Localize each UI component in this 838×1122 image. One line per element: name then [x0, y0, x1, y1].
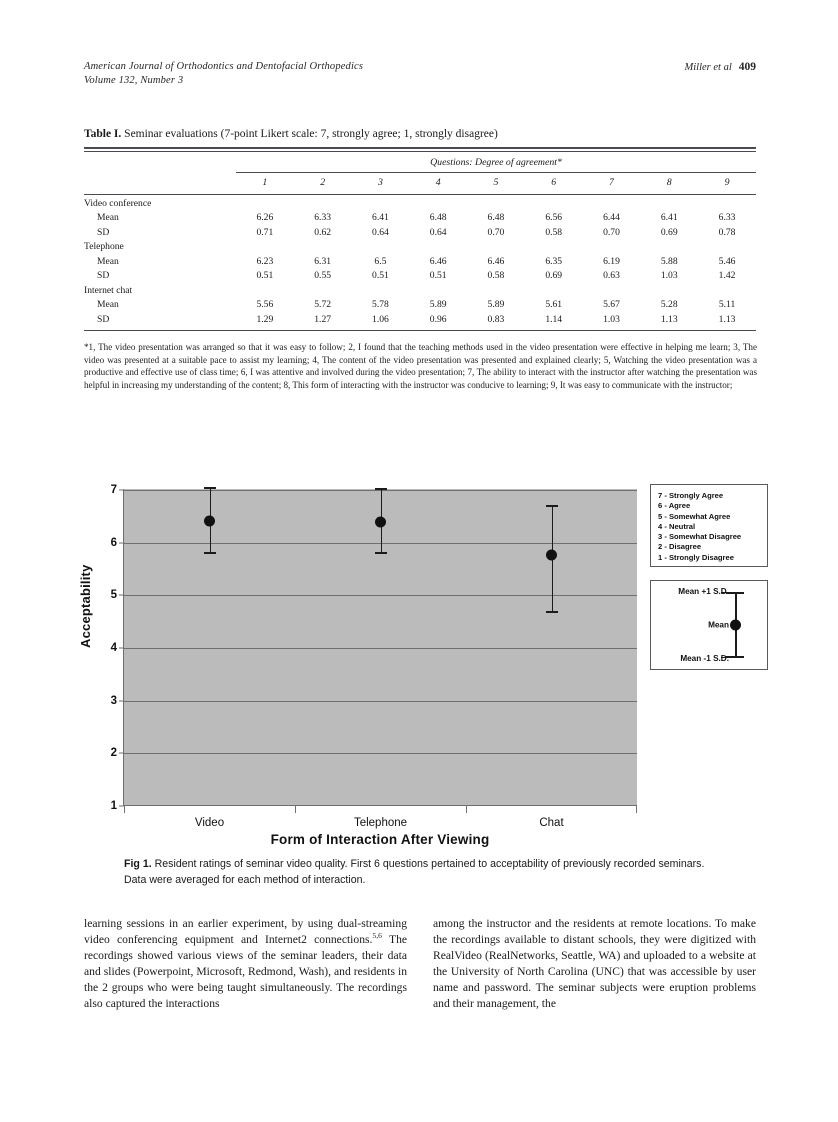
table-container — [84, 127, 756, 332]
legend-item: 1 - Strongly Disagree — [658, 552, 734, 562]
cell: 1.06 — [372, 313, 389, 325]
column-header-5: 5 — [493, 177, 499, 188]
column-header-9: 9 — [724, 177, 730, 188]
running-head — [84, 60, 756, 94]
row-label: Mean — [97, 212, 119, 223]
cell: 6.48 — [429, 212, 447, 223]
y-axis-tick-mark — [119, 595, 124, 596]
y-axis-tick-label: 1 — [110, 800, 117, 812]
cell: 1.14 — [545, 313, 563, 325]
table-row — [84, 268, 756, 283]
cell: 1.29 — [256, 313, 274, 325]
y-axis-tick-mark — [119, 648, 124, 649]
mean-data-point — [375, 516, 386, 527]
cell: 0.64 — [372, 226, 389, 238]
x-axis-title: Form of Interaction After Viewing — [270, 832, 490, 847]
error-bar-top-cap — [546, 505, 558, 507]
table-group-header-row — [84, 152, 756, 172]
y-axis-tick-label: 6 — [110, 536, 117, 549]
cell: 6.44 — [603, 212, 620, 223]
grid-line — [124, 701, 637, 702]
figure-1 — [78, 470, 774, 847]
body-column-left: learning sessions in an earlier experiment, by using dual-streaming video conferencing equipment and Internet2 connections.$^{5,6}$ The recordings showed various views of the seminar leaders, their data and slides (Powerpoint, Microsoft, Redmond, Wash), and residents in the 2 groups who were being taught simultaneously. The recordings also captured the interactions — [84, 917, 408, 1011]
legend-item: 6 - Agree — [658, 501, 691, 511]
y-axis-tick-label: 4 — [110, 642, 117, 654]
y-axis-tick-mark — [119, 700, 124, 701]
table-section-header-row — [84, 282, 756, 297]
legend-item: 2 - Disagree — [658, 542, 702, 552]
page-number: 409 — [738, 61, 756, 73]
column-header-1: 1 — [262, 177, 268, 188]
cell: 6.31 — [314, 255, 332, 267]
cell: 0.58 — [487, 270, 505, 281]
table-row — [84, 224, 756, 239]
legend-item: 3 - Somewhat Disagree — [658, 532, 742, 542]
x-axis-tick-mark — [295, 806, 296, 813]
error-bar-bottom-cap — [375, 552, 387, 554]
cell: 6.33 — [314, 212, 332, 223]
cell: 6.5 — [374, 255, 387, 267]
cell: 0.64 — [429, 226, 447, 238]
y-axis-title: Acceptability — [78, 564, 93, 648]
table-row — [84, 210, 756, 225]
column-header-8: 8 — [666, 177, 672, 188]
cell: 5.89 — [487, 299, 505, 310]
grid-line — [124, 753, 637, 754]
cell: 5.72 — [314, 299, 332, 310]
table-label: Table I. — [84, 128, 122, 140]
author-citation: Miller et al — [684, 62, 732, 73]
cell: 0.78 — [718, 226, 736, 238]
cell: 6.41 — [372, 212, 389, 223]
key-label-mean: Mean — [708, 620, 729, 630]
table-caption — [84, 127, 756, 142]
error-bar-bottom-cap — [204, 552, 216, 554]
y-axis-tick-mark — [119, 542, 124, 543]
x-axis-line — [124, 805, 637, 806]
seminar-evaluations-table — [84, 147, 756, 332]
x-axis-tick-label: Chat — [539, 817, 564, 829]
x-axis-tick-mark — [466, 806, 467, 813]
row-label: Mean — [97, 299, 119, 310]
figure-caption — [124, 857, 716, 888]
x-axis-tick-label: Telephone — [353, 817, 408, 829]
cell: 6.46 — [429, 255, 447, 267]
cell: 1.13 — [660, 313, 678, 325]
y-axis-tick-label: 2 — [110, 747, 117, 760]
grid-line — [124, 648, 637, 649]
cell: 6.35 — [545, 255, 563, 267]
cell: 0.70 — [487, 226, 505, 238]
running-head-journal — [84, 60, 363, 88]
cell: 6.48 — [487, 212, 505, 223]
x-axis-tick-mark — [636, 806, 637, 813]
error-bar-top-cap — [375, 488, 387, 490]
error-bar-key-legend — [650, 580, 768, 670]
y-axis-tick-label: 3 — [110, 694, 117, 707]
running-head-authors — [685, 60, 757, 75]
cell: 0.69 — [545, 270, 563, 281]
mean-data-point — [546, 550, 557, 561]
cell: 5.56 — [256, 299, 274, 310]
column-header-3: 3 — [377, 177, 383, 188]
section-title-video-conference: Video conference — [84, 197, 152, 209]
grid-line — [124, 595, 637, 596]
table-footnote: *1, The video presentation was arranged so that it was easy to follow; 2, I found that the teaching methods used in the video presentation were effective in helping me learn; 3, The video was presented at a suitable pace to assist my learning; 4, The content of the video presentation was presented and explained clearly; 5, Watching the video presentation was a productive and effective use of class time; 6, I was attentive and involved during the video presentation; 7, The ability to interact with the instructor after watching the presentation was helpful in increasing my understanding of the content; 8, This form of interacting with the instructor was conducive to learning; 9, It was easy to communicate with the instructor; — [84, 342, 757, 390]
cell: 0.71 — [256, 226, 274, 238]
column-header-4: 4 — [435, 177, 441, 188]
likert-scale-legend — [650, 484, 768, 567]
cell: 5.67 — [603, 299, 620, 310]
cell: 1.27 — [314, 313, 332, 325]
mean-marker-icon — [730, 620, 741, 631]
table-row — [84, 253, 756, 268]
row-label: SD — [97, 270, 110, 281]
cell: 0.51 — [256, 270, 274, 281]
y-axis-tick-mark — [119, 490, 124, 491]
cell: 0.69 — [660, 226, 678, 238]
cell: 0.96 — [429, 313, 447, 325]
table-bottom-rule — [84, 330, 756, 332]
cell: 0.55 — [314, 270, 332, 281]
cell: 5.88 — [660, 255, 678, 267]
journal-name: American Journal of Orthodontics and Dentofacial Orthopedics — [84, 61, 364, 72]
cell: 5.46 — [718, 255, 736, 267]
cell: 6.46 — [487, 255, 505, 267]
figure-caption-text: Resident ratings of seminar video quality. First 6 questions pertained to acceptability of previously recorded seminars. Data were averaged for each method of interaction. — [124, 858, 705, 886]
y-axis-tick-label: 7 — [110, 484, 117, 496]
section-title-telephone: Telephone — [84, 241, 124, 252]
row-label: SD — [97, 226, 110, 238]
table-row — [84, 297, 756, 312]
table-section-header-row — [84, 239, 756, 254]
table-column-header-row — [84, 173, 756, 194]
error-bar-bottom-cap — [546, 611, 558, 613]
cell: 1.13 — [718, 313, 736, 325]
cell: 5.28 — [660, 299, 678, 310]
cell: 5.89 — [429, 299, 447, 310]
y-axis-tick-mark — [119, 753, 124, 754]
column-header-6: 6 — [551, 177, 557, 188]
legend-item: 4 - Neutral — [658, 521, 696, 531]
cell: 0.63 — [603, 270, 620, 281]
cell: 0.58 — [545, 226, 563, 238]
body-column-right: among the instructor and the residents at remote locations. To make the recordings available to distant schools, they were digitized with RealVideo (RealNetworks, Seattle, WA) and uploaded to a website at the University of North Carolina (UNC) that was accessible by user name and password. The seminar subjects were eruption problems and their management, the — [433, 917, 756, 1011]
cell: 0.51 — [372, 270, 389, 281]
cell: 0.83 — [487, 313, 505, 325]
cell: 1.42 — [718, 270, 736, 281]
table-section-header-row — [84, 195, 756, 210]
key-label-lower: Mean -1 S.D. — [680, 654, 729, 663]
cell: 0.51 — [429, 270, 447, 281]
table-row — [84, 311, 756, 326]
error-bar-top-cap — [204, 487, 216, 489]
section-title-internet-chat: Internet chat — [84, 284, 133, 296]
cell: 6.26 — [256, 212, 274, 223]
cell: 0.70 — [603, 226, 620, 238]
cell: 6.19 — [603, 255, 620, 267]
figure-caption-label: Fig 1. — [124, 858, 152, 870]
chart-plot-area — [110, 484, 637, 829]
cell: 5.11 — [718, 299, 736, 310]
x-axis-tick-label: Video — [194, 817, 225, 829]
cell: 1.03 — [603, 313, 620, 325]
legend-item: 5 - Somewhat Agree — [658, 511, 731, 521]
questions-group-header: Questions: Degree of agreement* — [430, 157, 562, 168]
y-axis-tick-label: 5 — [110, 589, 117, 602]
cell: 6.56 — [545, 212, 563, 223]
cell: 5.78 — [372, 299, 389, 310]
cell: 6.41 — [660, 212, 678, 223]
table-title-text: Seminar evaluations (7-point Likert scale: 7, strongly agree; 1, strongly disagree) — [124, 128, 498, 140]
column-header-7: 7 — [609, 177, 614, 188]
volume-issue: Volume 132, Number 3 — [84, 75, 184, 86]
column-header-2: 2 — [320, 177, 326, 188]
legend-item: 7 - Strongly Agree — [658, 491, 724, 500]
cell: 5.61 — [545, 299, 563, 310]
row-label: SD — [97, 313, 110, 325]
cell: 0.62 — [314, 226, 332, 238]
mean-data-point — [204, 515, 215, 526]
cell: 6.23 — [256, 255, 274, 267]
row-label: Mean — [97, 255, 119, 267]
cell: 1.03 — [660, 270, 678, 281]
key-label-upper: Mean +1 S.D. — [678, 587, 729, 596]
x-axis-tick-mark — [124, 806, 125, 813]
cell: 6.33 — [718, 212, 736, 223]
